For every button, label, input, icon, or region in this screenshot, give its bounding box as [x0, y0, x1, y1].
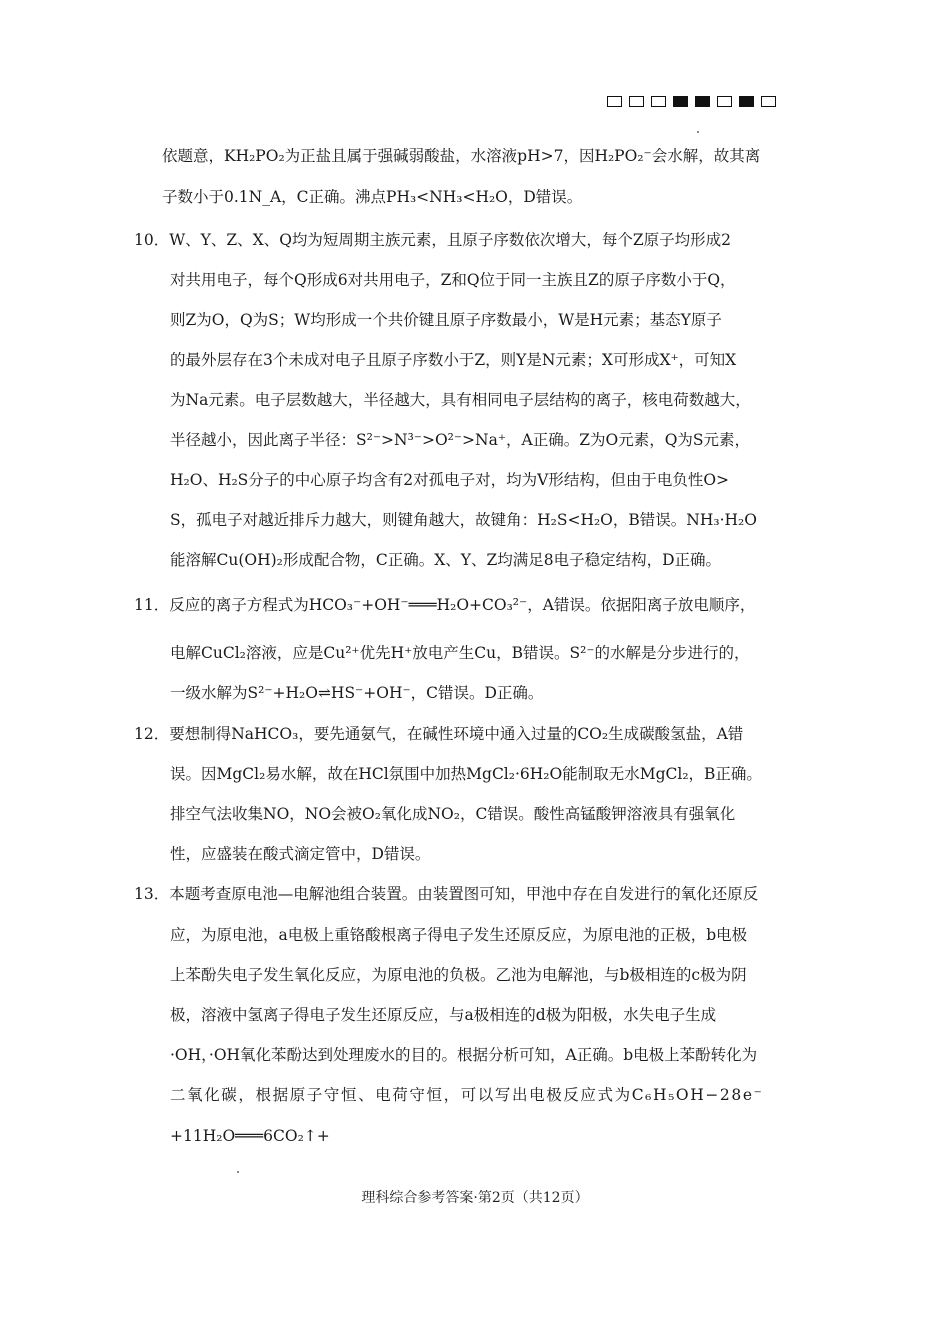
- text-line: 11．反应的离子方程式为HCO₃⁻+OH⁻═══H₂O+CO₃²⁻，A错误。依据阳离子放电顺序，: [134, 596, 756, 614]
- text-line: 则Z为O，Q为S；W均形成一个共价键且原子序数最小，W是H元素；基态Y原子: [170, 311, 722, 329]
- text-line: 误。因MgCl₂易水解，故在HCl氛围中加热MgCl₂·6H₂O能制取无水MgCl₂，B正确。: [170, 765, 762, 783]
- text-line: 对共用电子，每个Q形成6对共用电子，Z和Q位于同一主族且Z的原子序数小于Q，: [170, 271, 736, 289]
- text-line: ·OH，·OH氧化苯酚达到处理废水的目的。根据分析可知，A正确。b电极上苯酚转化为: [170, 1046, 758, 1064]
- header-marks: [607, 96, 776, 107]
- text-line: 10．W、Y、Z、X、Q均为短周期主族元素，且原子序数依次增大，每个Z原子均形成2: [134, 231, 732, 249]
- decorative-dot: [237, 1171, 239, 1173]
- text-line: 13．本题考查原电池—电解池组合装置。由装置图可知，甲池中存在自发进行的氧化还原反: [134, 885, 759, 903]
- text-line: 半径越小，因此离子半径：S²⁻>N³⁻>O²⁻>Na⁺，A正确。Z为O元素，Q为S元素，: [170, 431, 751, 449]
- text-line: 排空气法收集NO，NO会被O₂氧化成NO₂，C错误。酸性高锰酸钾溶液具有强氧化: [170, 805, 736, 823]
- text-line: 应，为原电池，a电极上重铬酸根离子得电子发生还原反应，为原电池的正极，b电极: [170, 926, 748, 944]
- text-line: 12．要想制得NaHCO₃，要先通氨气，在碱性环境中通入过量的CO₂生成碳酸氢盐，A错: [134, 725, 744, 743]
- text-line: 电解CuCl₂溶液，应是Cu²⁺优先H⁺放电产生Cu，B错误。S²⁻的水解是分步进行的，: [170, 644, 750, 662]
- text-line: 依题意，KH₂PO₂为正盐且属于强碱弱酸盐，水溶液pH>7，因H₂PO₂⁻会水解，故其离: [162, 147, 761, 165]
- empty-square-mark: [717, 96, 732, 107]
- text-line: 上苯酚失电子发生氧化反应，为原电池的负极。乙池为电解池，与b极相连的c极为阴: [170, 966, 747, 984]
- text-line: 的最外层存在3个未成对电子且原子序数小于Z，则Y是N元素；X可形成X⁺，可知X: [170, 351, 737, 369]
- text-line: 子数小于0.1N_A，C正确。沸点PH₃<NH₃<H₂O，D错误。: [162, 188, 583, 206]
- text-line: 一级水解为S²⁻+H₂O⇌HS⁻+OH⁻，C错误。D正确。: [170, 684, 544, 702]
- text-line: H₂O、H₂S分子的中心原子均含有2对孤电子对，均为V形结构，但由于电负性O>: [170, 471, 730, 489]
- text-line: 二氧化碳，根据原子守恒、电荷守恒，可以写出电极反应式为C₆H₅OH−28e⁻: [170, 1086, 764, 1104]
- text-line: 性，应盛装在酸式滴定管中，D错误。: [170, 845, 431, 863]
- filled-square-mark: [673, 96, 688, 107]
- filled-square-mark: [739, 96, 754, 107]
- text-line: 为Na元素。电子层数越大，半径越大，具有相同电子层结构的离子，核电荷数越大，: [170, 391, 751, 409]
- text-line: +11H₂O═══6CO₂↑+: [170, 1127, 330, 1145]
- page-footer: 理科综合参考答案·第2页（共12页）: [361, 1190, 589, 1206]
- text-line: S，孤电子对越近排斥力越大，则键角越大，故键角：H₂S<H₂O，B错误。NH₃·H₂O: [170, 511, 757, 529]
- empty-square-mark: [651, 96, 666, 107]
- text-line: 能溶解Cu(OH)₂形成配合物，C正确。X、Y、Z均满足8电子稳定结构，D正确。: [170, 551, 722, 569]
- empty-square-mark: [607, 96, 622, 107]
- text-line: 极，溶液中氢离子得电子发生还原反应，与a极相连的d极为阳极，水失电子生成: [170, 1006, 717, 1024]
- filled-square-mark: [695, 96, 710, 107]
- empty-square-mark: [761, 96, 776, 107]
- decorative-dot: [697, 131, 699, 133]
- empty-square-mark: [629, 96, 644, 107]
